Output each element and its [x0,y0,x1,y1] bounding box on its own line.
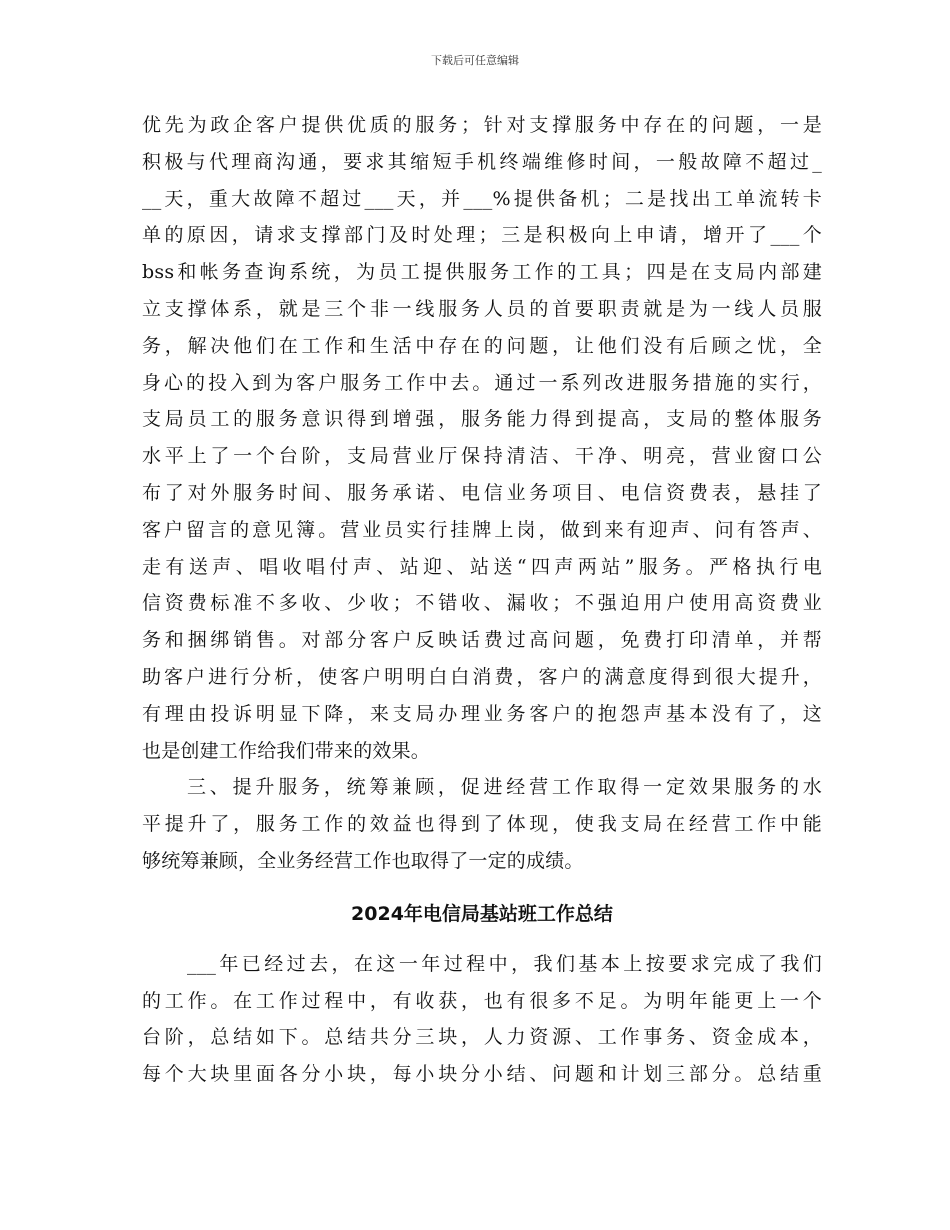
text-line: 信资费标准不多收、少收；不错收、漏收；不强迫用户使用高资费业 [142,592,822,615]
text-line: 也是创建工作给我们带来的效果。 [142,739,431,762]
section-title: 2024年电信局基站班工作总结 [351,902,613,925]
text-line: ___年已经过去，在这一年过程中，我们基本上按要求完成了我们 [187,952,822,975]
text-line: 水平上了一个台阶，支局营业厅保持清洁、干净、明亮，营业窗口公 [142,445,822,468]
text-line: 单的原因，请求支撑部门及时处理；三是积极向上申请，增开了___个 [142,224,822,247]
text-line: 身心的投入到为客户服务工作中去。通过一系列改进服务措施的实行， [142,371,822,394]
text-line: 务和捆绑销售。对部分客户反映话费过高问题，免费打印清单，并帮 [142,629,822,652]
text-line: 助客户进行分析，使客户明明白白消费，客户的满意度得到很大提升， [142,665,822,688]
paragraph-annual-summary [142,946,822,1093]
text-line: 三、提升服务，统筹兼顾，促进经营工作取得一定效果服务的水 [187,776,822,799]
text-line: 每个大块里面各分小块，每小块分小结、问题和计划三部分。总结重 [142,1063,822,1086]
text-line: 积极与代理商沟通，要求其缩短手机终端维修时间，一般故障不超过_ [142,150,822,173]
text-line: 优先为政企客户提供优质的服务；针对支撑服务中存在的问题，一是 [142,114,822,136]
paragraph-section-three [142,769,822,879]
text-line: __天，重大故障不超过___天，并___%提供备机；二是找出工单流转卡 [142,187,822,210]
text-line: 平提升了，服务工作的效益也得到了体现，使我支局在经营工作中能 [142,813,822,836]
text-line: 有理由投诉明显下降，来支局办理业务客户的抱怨声基本没有了，这 [142,702,822,725]
text-line: 走有送声、唱收唱付声、站迎、站送“四声两站”服务。严格执行电 [142,555,822,578]
paragraph-service-measures [142,107,822,769]
text-line: 务，解决他们在工作和生活中存在的问题，让他们没有后顾之忧，全 [142,334,822,357]
document-body [142,107,822,1093]
text-line: 立支撑体系，就是三个非一线服务人员的首要职责就是为一线人员服 [142,297,822,320]
text-line: 布了对外服务时间、服务承诺、电信业务项目、电信资费表，悬挂了 [142,481,822,504]
page-header-note: 下载后可任意编辑 [431,54,519,67]
text-line: 台阶，总结如下。总结共分三块，人力资源、工作事务、资金成本， [142,1026,822,1049]
text-line: 支局员工的服务意识得到增强，服务能力得到提高，支局的整体服务 [142,408,822,431]
text-line: bss和帐务查询系统，为员工提供服务工作的工具；四是在支局内部建 [142,261,822,284]
text-line: 客户留言的意见簿。营业员实行挂牌上岗，做到来有迎声、问有答声、 [142,518,822,541]
text-line: 够统筹兼顾，全业务经营工作也取得了一定的成绩。 [142,849,584,872]
text-line: 的工作。在工作过程中，有收获，也有很多不足。为明年能更上一个 [142,989,822,1012]
